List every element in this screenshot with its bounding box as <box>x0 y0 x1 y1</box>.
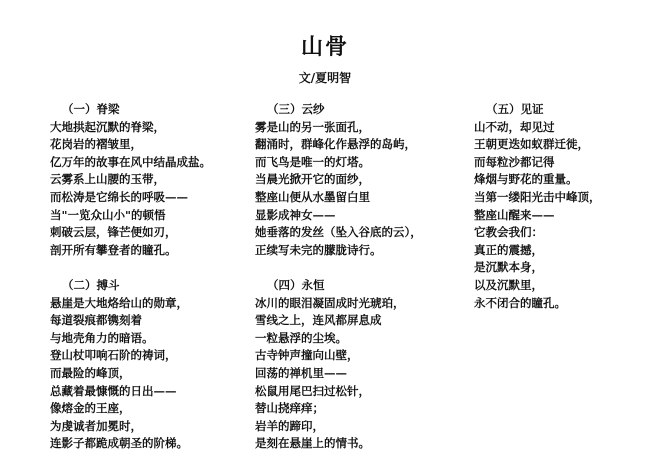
section-heading: （一）脊梁 <box>62 102 120 116</box>
poem-line: 当第一缕阳光击中峰顶， <box>474 189 601 204</box>
poem-line: 王朝更迭如蚁群迁徙， <box>474 137 589 152</box>
poem-line: 当晨光掀开它的面纱， <box>255 172 370 187</box>
poem-line: 显影成神女—— <box>255 207 336 222</box>
poem-line: 她垂落的发丝（坠入谷底的云）， <box>255 225 422 240</box>
poem-section <box>255 277 422 453</box>
section-heading: （五）见证 <box>486 102 544 116</box>
poem-line: 大地拱起沉默的脊梁， <box>50 119 165 134</box>
poem-line: 古寺钟声撞向山壁， <box>255 348 359 363</box>
poem-column-1 <box>50 101 211 453</box>
poem-line: 它教会我们： <box>474 225 543 240</box>
poem-line: 为虔诚者加冕时， <box>50 418 142 433</box>
poem-line: 每道裂痕都镌刻着 <box>50 313 142 328</box>
poem-section <box>255 101 422 259</box>
poem-line: 岩羊的蹄印， <box>255 418 324 433</box>
poem-line: 翻涌时，群峰化作悬浮的岛屿， <box>255 137 416 152</box>
poem-line: 整座山便从水墨留白里 <box>255 189 370 204</box>
poem-line: 当"一览众山小"的顿悟 <box>50 207 166 222</box>
poem-line: 冰川的眼泪凝固成时光琥珀， <box>255 295 405 310</box>
poem-line: 烽烟与野花的重量。 <box>474 172 578 187</box>
section-heading: （二）搏斗 <box>62 277 120 292</box>
poem-line: 永不闭合的瞳孔。 <box>474 295 566 310</box>
poem-line: 云雾系上山腰的玉带， <box>50 172 165 187</box>
poem-line: 真正的震撼， <box>474 242 543 257</box>
poem-line: 正续写未完的朦胧诗行。 <box>255 242 382 257</box>
poem-line: 而松涛是它绵长的呼吸—— <box>50 189 188 204</box>
poem-line: 以及沉默里， <box>474 277 543 292</box>
poem-line: 山不动，却见过 <box>474 119 555 134</box>
section-heading: （三）云纱 <box>267 102 325 116</box>
poem-line: 亿万年的故事在风中结晶成盐。 <box>50 154 211 169</box>
poem-line: 刺破云层，锋芒便如刃， <box>50 225 177 240</box>
poem-line: 雾是山的另一张面孔， <box>255 119 370 134</box>
poem-section <box>474 101 601 312</box>
poem-line: 连影子都跪成朝圣的阶梯。 <box>50 436 188 451</box>
poem-line: 总藏着最慷慨的日出—— <box>50 383 177 398</box>
poem-section <box>50 277 211 453</box>
poem-line: 而飞鸟是唯一的灯塔。 <box>255 154 370 169</box>
poem-line: 松鼠用尾巴扫过松针， <box>255 383 370 398</box>
poem-line: 是刻在悬崖上的情书。 <box>255 436 370 451</box>
poem-column-3 <box>474 101 601 312</box>
poem-line: 悬崖是大地烙给山的勋章， <box>50 295 188 310</box>
poem-section <box>50 101 211 259</box>
poem-line: 一粒悬浮的尘埃。 <box>255 330 347 345</box>
poem-title: 山骨 <box>300 34 349 60</box>
poem-line: 像熔金的王座， <box>50 401 131 416</box>
poem-line: 剖开所有攀登者的瞳孔。 <box>50 242 177 257</box>
poem-line: 回荡的禅机里—— <box>255 365 347 380</box>
poem-author: 文/夏明智 <box>298 71 352 85</box>
poem-line: 而每粒沙都记得 <box>474 154 555 169</box>
poem-line: 与地壳角力的暗语。 <box>50 330 154 345</box>
poem-line: 替山挠痒痒； <box>255 401 324 416</box>
poem-line: 登山杖叩响石阶的祷词， <box>50 348 177 363</box>
poem-line: 而最险的峰顶， <box>50 365 131 380</box>
poem-line: 花岗岩的褶皱里， <box>50 137 142 152</box>
poem-line: 整座山醒来—— <box>474 207 555 222</box>
poem-line: 雪线之上，连风都屏息成 <box>255 313 382 328</box>
poem-line: 是沉默本身， <box>474 260 543 275</box>
poem-column-2 <box>255 101 422 453</box>
section-heading: （四）永恒 <box>267 277 325 292</box>
